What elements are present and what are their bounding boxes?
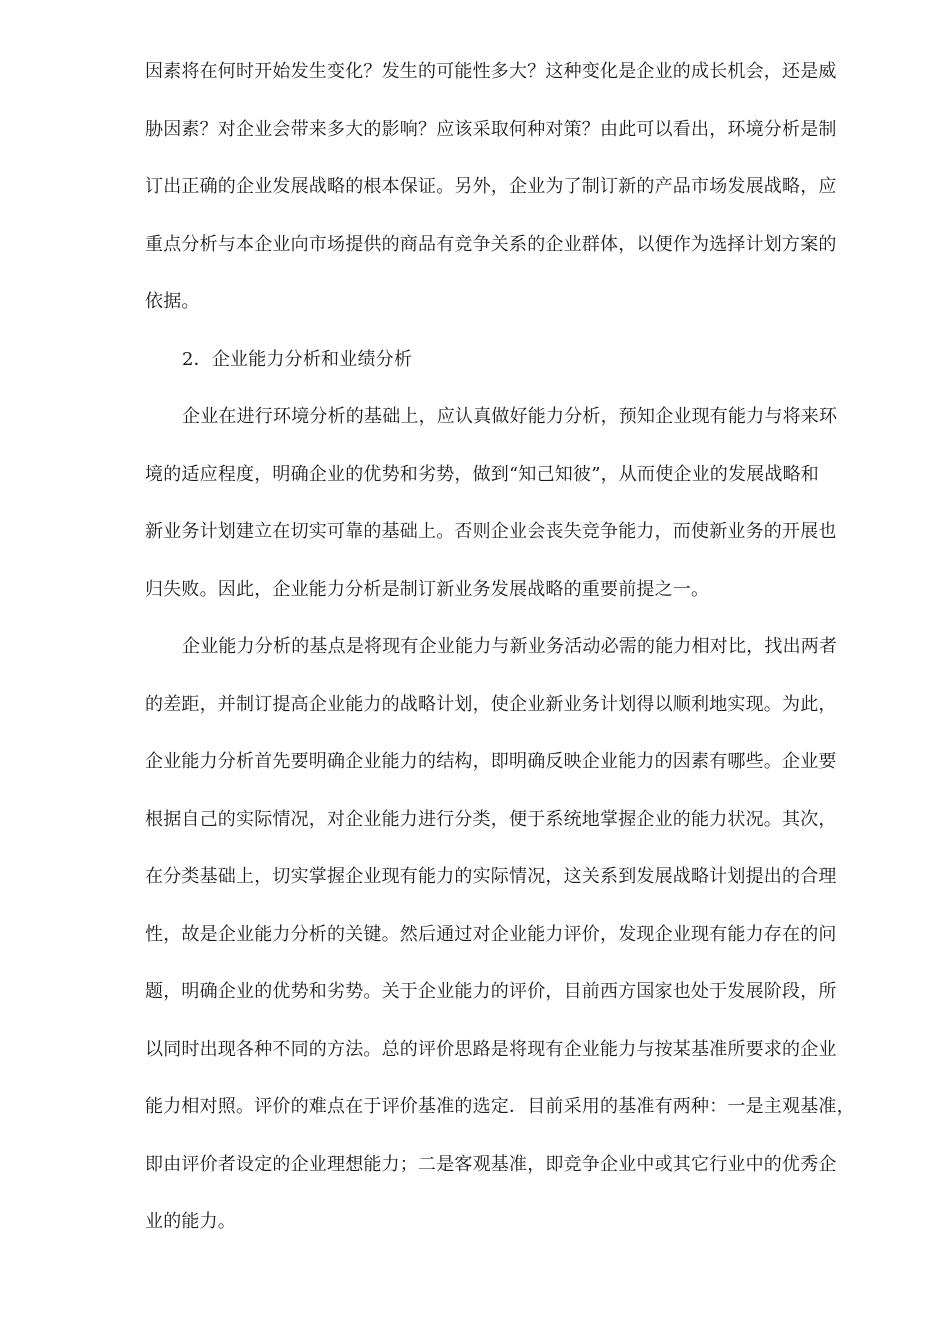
text-line: 性，故是企业能力分析的关键。然后通过对企业能力评价，发现企业现有能力存在的问 [145,923,837,945]
text-line: 重点分析与本企业向市场提供的商品有竞争关系的企业群体，以便作为选择计划方案的 [145,233,837,255]
text-line: 题，明确企业的优势和劣势。关于企业能力的评价，目前西方国家也处于发展阶段，所 [145,981,837,1002]
text-line: 新业务计划建立在切实可靠的基础上。否则企业会丧失竞争能力，而使新业务的开展也 [145,521,837,542]
text-line: 业的能力。 [145,1211,236,1232]
text-line: 能力相对照。评价的难点在于评价基准的选定．目前采用的基准有两种：一是主观基准， [145,1096,855,1117]
text-line: 企业在进行环境分析的基础上，应认真做好能力分析，预知企业现有能力与将来环 [182,406,838,427]
document-page [145,43,875,1251]
text-line: 归失败。因此，企业能力分析是制订新业务发展战略的重要前提之一。 [145,578,710,600]
text-line: 胁因素？对企业会带来多大的影响？应该采取何种对策？由此可以看出，环境分析是制 [145,118,837,140]
text-line: 在分类基础上，切实掌握企业现有能力的实际情况，这关系到发展战略计划提出的合理 [145,866,837,887]
section-heading-text: 2．企业能力分析和业绩分析 [182,348,413,370]
text-line: 因素将在何时开始发生变化？发生的可能性多大？这种变化是企业的成长机会，还是威 [145,61,837,82]
text-line: 即由评价者设定的企业理想能力；二是客观基准，即竞争企业中或其它行业中的优秀企 [145,1153,837,1175]
paragraph-capability-basis [145,618,875,1251]
text-line: 根据自己的实际情况，对企业能力进行分类，便于系统地掌握企业的能力状况。其次， [145,808,837,830]
section-heading [145,331,875,389]
paragraph-environment-analysis [145,43,875,331]
paragraph-capability-intro [145,388,875,618]
text-line: 企业能力分析首先要明确企业能力的结构，即明确反映企业能力的因素有哪些。企业要 [145,751,837,772]
text-line: 境的适应程度，明确企业的优势和劣势，做到“知己知彼”，从而使企业的发展战略和 [145,463,820,485]
text-line: 依据。 [145,291,200,312]
text-line: 的差距，并制订提高企业能力的战略计划，使企业新业务计划得以顺利地实现。为此， [145,693,837,715]
text-line: 以同时出现各种不同的方法。总的评价思路是将现有企业能力与按某基准所要求的企业 [145,1038,837,1060]
text-line: 企业能力分析的基点是将现有企业能力与新业务活动必需的能力相对比，找出两者 [182,636,838,657]
text-line: 订出正确的企业发展战略的根本保证。另外，企业为了制订新的产品市场发展战略，应 [145,176,837,197]
